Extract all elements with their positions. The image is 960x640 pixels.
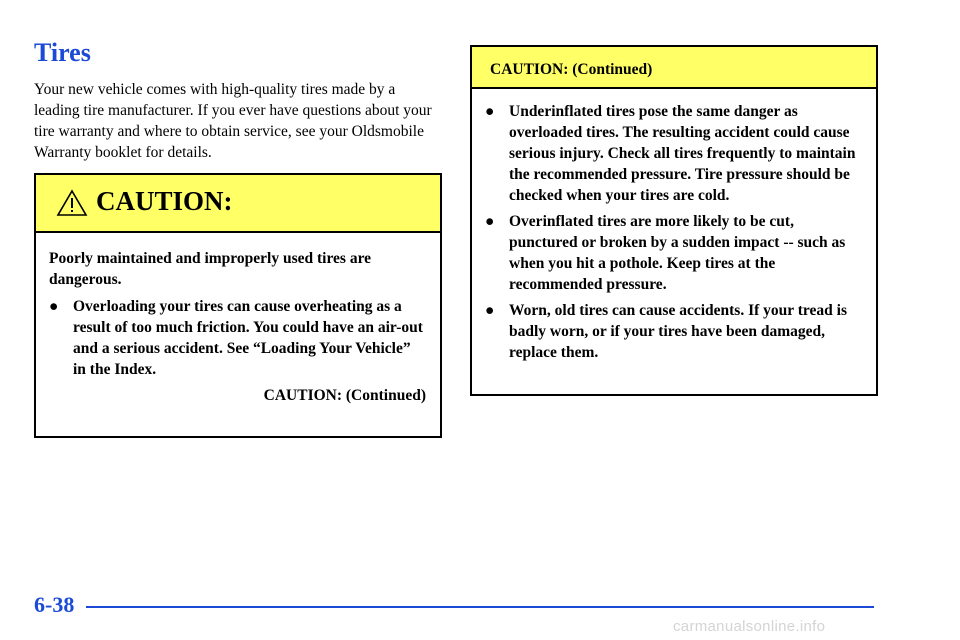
caution-paragraph: Poorly maintained and improperly used tires are dangerous. xyxy=(49,250,372,288)
bullet-icon: ● xyxy=(485,302,495,319)
caution-bullet-item xyxy=(485,101,862,206)
bullet-icon: ● xyxy=(485,213,495,230)
caution-title: CAUTION: xyxy=(96,186,233,216)
caution-bullet-item xyxy=(485,211,862,295)
caution-box xyxy=(34,173,442,438)
bullet-text: Overloading your tires can cause overheating as a result of too much friction. You could have an air-out and a serious accident. See “Loading Your Vehicle” in the Index. xyxy=(73,298,423,378)
caution-continued-box xyxy=(470,45,878,396)
bullet-icon: ● xyxy=(485,103,495,120)
bullet-text: Worn, old tires can cause accidents. If your tread is badly worn, or if your tires have been damaged, replace them. xyxy=(509,302,847,361)
caution-continued-title: CAUTION: (Continued) xyxy=(490,61,653,78)
caution-bullet-item xyxy=(485,300,862,363)
caution-continued-body xyxy=(472,89,876,363)
page-title: Tires xyxy=(34,38,91,67)
page-number: 6-38 xyxy=(34,592,75,617)
continued-label: CAUTION: (Continued) xyxy=(263,387,426,404)
warning-triangle-icon xyxy=(56,189,88,217)
caution-continued-header xyxy=(472,47,876,89)
footer-divider xyxy=(86,606,874,608)
caution-header xyxy=(36,175,440,233)
bullet-icon: ● xyxy=(49,298,59,315)
bullet-text: Underinflated tires pose the same danger as overloaded tires. The resulting accident could cause serious injury. Check all tires frequently to maintain the recommended pressure. Tire pressure should be checked when your tires are cold. xyxy=(509,103,856,204)
caution-bullet-item xyxy=(49,296,426,380)
intro-paragraph: Your new vehicle comes with high-quality tires made by a leading tire manufacturer. If you ever have questions about your tire warranty and where to obtain service, see your Oldsmobile Warranty booklet for details. xyxy=(34,81,432,161)
watermark: carmanualsonline.info xyxy=(673,618,826,635)
caution-body xyxy=(36,233,440,406)
bullet-text: Overinflated tires are more likely to be cut, punctured or broken by a sudden impact -- such as when you hit a pothole. Keep tires at the recommended pressure. xyxy=(509,213,846,293)
